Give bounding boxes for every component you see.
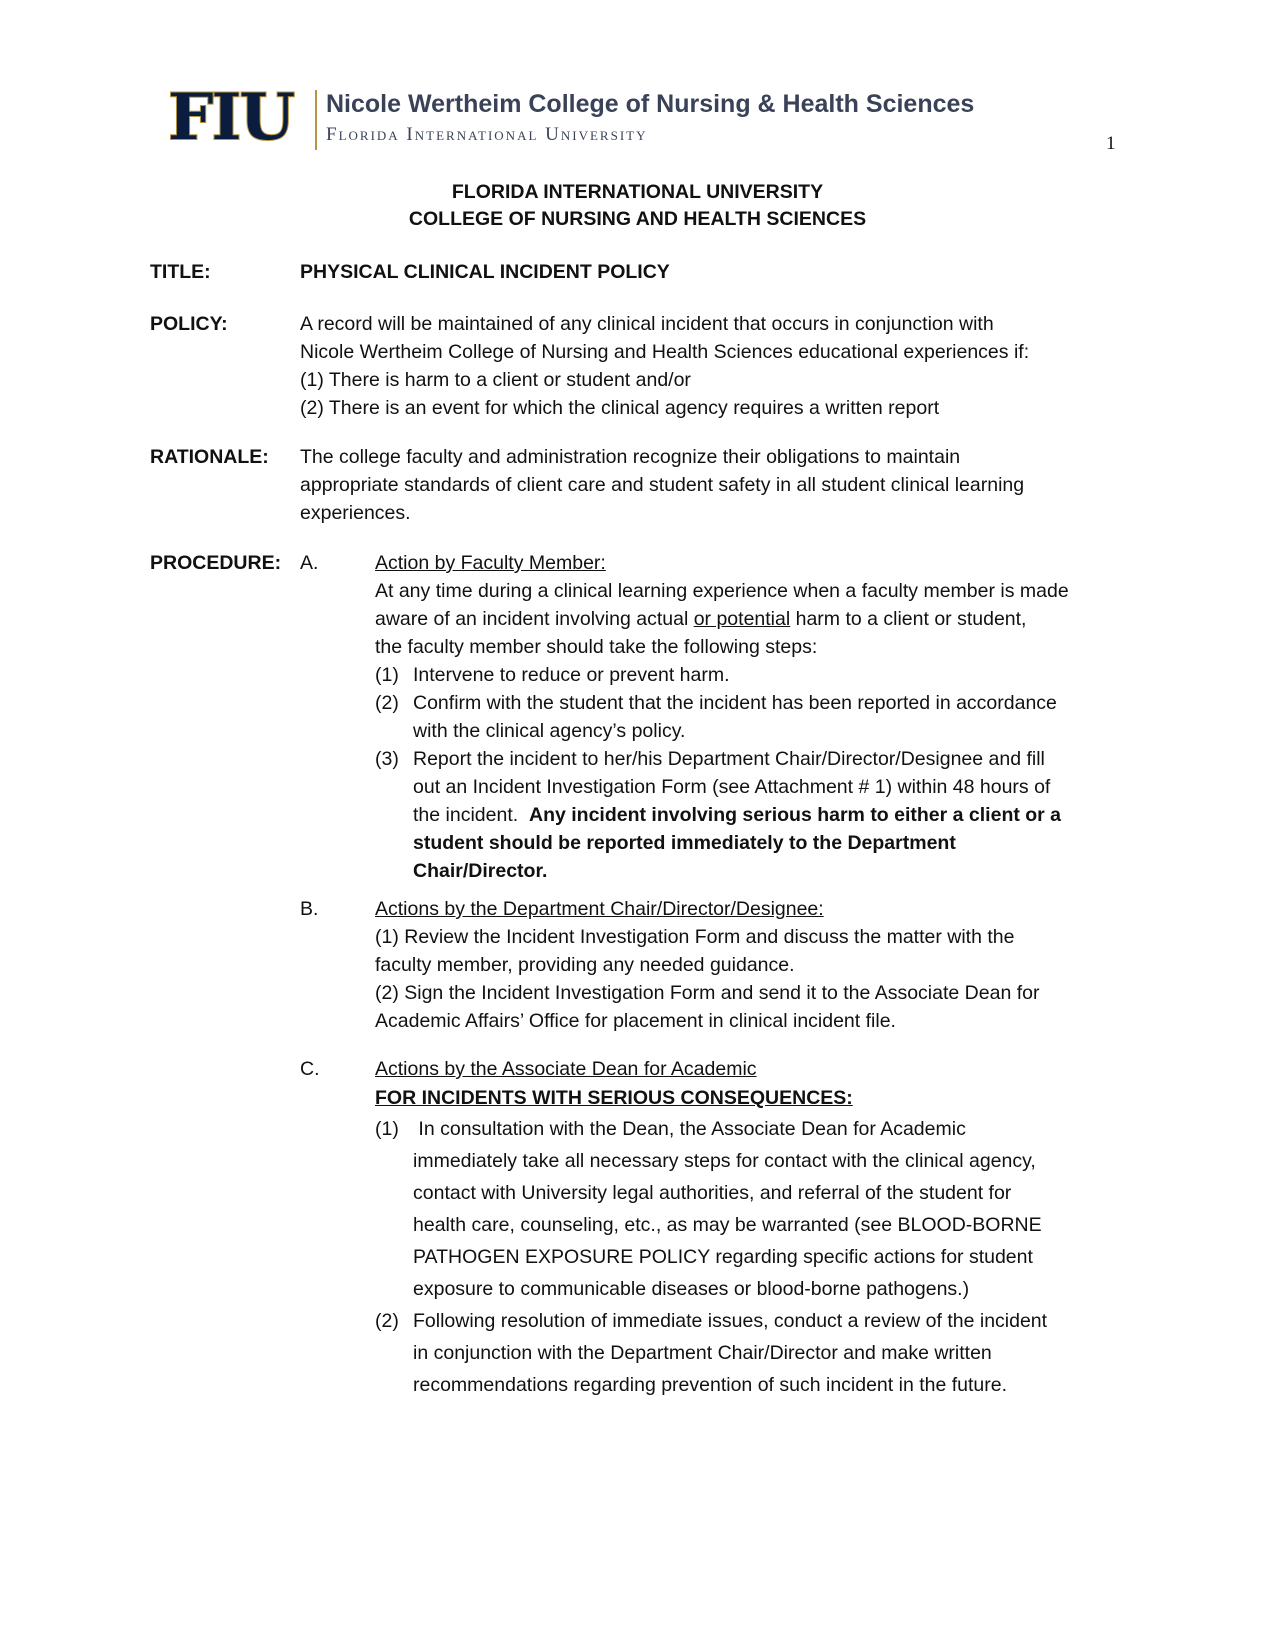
procedure-b-letter: B.: [300, 898, 319, 920]
step-text: recommendations regarding prevention of such incident in the future.: [413, 1374, 1008, 1396]
step-number: (2): [375, 692, 399, 714]
procedure-a-intro: [375, 605, 1135, 633]
procedure-b-line: Academic Affairs’ Office for placement in clinical incident file.: [375, 1010, 896, 1032]
procedure-a-step: [375, 745, 1135, 885]
procedure-a-section: [375, 549, 1135, 885]
procedure-a-step: [375, 689, 1135, 745]
intro-underlined-text: or potential: [693, 608, 791, 630]
logo-college-name: Nicole Wertheim College of Nursing & Health Sciences: [326, 90, 975, 118]
college-logo: [168, 80, 988, 155]
procedure-b-line: (1) Review the Incident Investigation Form and discuss the matter with the: [375, 926, 1015, 948]
procedure-b-line: faculty member, providing any needed guidance.: [375, 954, 795, 976]
procedure-c-step: [375, 1113, 1135, 1305]
intro-text: aware of an incident involving actual: [375, 608, 694, 630]
procedure-a-intro: the faculty member should take the following steps:: [375, 636, 818, 658]
procedure-c-heading: Actions by the Associate Dean for Academic: [375, 1058, 757, 1080]
fiu-wordmark: FIU: [168, 80, 294, 155]
procedure-label: PROCEDURE:: [150, 552, 282, 574]
procedure-a-intro: At any time during a clinical learning experience when a faculty member is made: [375, 580, 1069, 602]
step-bold-text: Chair/Director.: [413, 860, 548, 882]
step-number: (3): [375, 748, 399, 770]
procedure-a-letter: A.: [300, 552, 319, 574]
step-text: with the clinical agency’s policy.: [413, 720, 686, 742]
rationale-text: [300, 443, 1130, 527]
page-number: 1: [1106, 133, 1116, 154]
step-number: (1): [375, 1118, 399, 1140]
step-text: health care, counseling, etc., as may be warranted (see BLOOD-BORNE: [413, 1214, 1042, 1236]
step-text: out an Incident Investigation Form (see Attachment # 1) within 48 hours of: [413, 776, 1051, 798]
procedure-c-letter: C.: [300, 1058, 320, 1080]
step-text: [413, 801, 1135, 829]
policy-line: A record will be maintained of any clinical incident that occurs in conjunction with: [300, 313, 994, 335]
step-text: PATHOGEN EXPOSURE POLICY regarding specific actions for student: [413, 1246, 1033, 1268]
step-number: (1): [375, 664, 399, 686]
step-text: contact with University legal authorities, and referral of the student for: [413, 1182, 1012, 1204]
step-bold-text: Any incident involving serious harm to either a client or a: [529, 804, 1062, 826]
step-number: (2): [375, 1310, 399, 1332]
step-plain-text: the incident.: [413, 804, 529, 826]
step-text: exposure to communicable diseases or blood-borne pathogens.): [413, 1278, 970, 1300]
procedure-a-heading: Action by Faculty Member:: [375, 552, 606, 574]
step-bold-text: student should be reported immediately to the Department: [413, 832, 956, 854]
step-text: in conjunction with the Department Chair/Director and make written: [413, 1342, 992, 1364]
logo-university-name: Florida International University: [326, 124, 648, 145]
logo-divider: [315, 90, 317, 150]
procedure-a-step: [375, 661, 1135, 689]
policy-line: (1) There is harm to a client or student and/or: [300, 369, 691, 391]
rationale-line: The college faculty and administration recognize their obligations to maintain: [300, 446, 961, 468]
procedure-b-line: (2) Sign the Incident Investigation Form and send it to the Associate Dean for: [375, 982, 1040, 1004]
step-text: immediately take all necessary steps for contact with the clinical agency,: [413, 1150, 1036, 1172]
procedure-c-step: [375, 1305, 1135, 1401]
heading-college: COLLEGE OF NURSING AND HEALTH SCIENCES: [408, 208, 867, 230]
procedure-c-subheading: FOR INCIDENTS WITH SERIOUS CONSEQUENCES:: [375, 1087, 853, 1109]
step-text: Confirm with the student that the incident has been reported in accordance: [413, 692, 1057, 714]
step-text: Following resolution of immediate issues, conduct a review of the incident: [413, 1310, 1048, 1332]
title-value: PHYSICAL CLINICAL INCIDENT POLICY: [300, 261, 670, 283]
policy-line: (2) There is an event for which the clinical agency requires a written report: [300, 397, 940, 419]
procedure-c-section: [375, 1055, 1135, 1401]
policy-label: POLICY:: [150, 313, 228, 335]
heading-university: FLORIDA INTERNATIONAL UNIVERSITY: [451, 181, 824, 203]
procedure-b-heading: Actions by the Department Chair/Director/Designee:: [375, 898, 824, 920]
procedure-b-section: [375, 895, 1135, 1035]
policy-text: [300, 310, 1130, 422]
policy-line: Nicole Wertheim College of Nursing and Health Sciences educational experiences if:: [300, 341, 1030, 363]
rationale-line: appropriate standards of client care and student safety in all student clinical learning: [300, 474, 1025, 496]
rationale-line: experiences.: [300, 502, 411, 524]
title-label: TITLE:: [150, 261, 211, 283]
step-text: In consultation with the Dean, the Associate Dean for Academic: [413, 1118, 966, 1140]
step-text: Report the incident to her/his Department Chair/Director/Designee and fill: [413, 748, 1045, 770]
rationale-label: RATIONALE:: [150, 446, 269, 468]
intro-text: harm to a client or student,: [790, 608, 1027, 630]
step-text: Intervene to reduce or prevent harm.: [413, 664, 730, 686]
